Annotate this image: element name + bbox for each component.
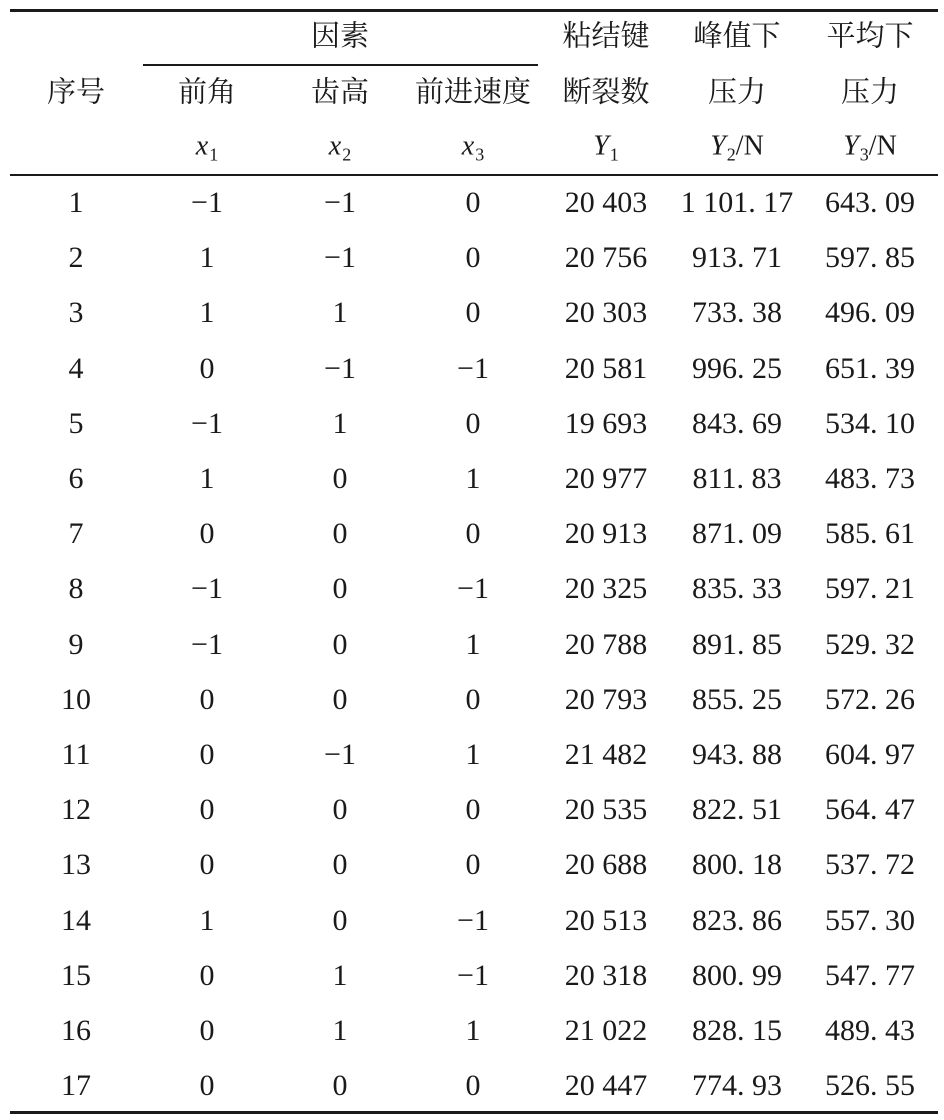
cell-x2: 1 <box>332 958 348 992</box>
header-response-line1: 粘结键 <box>562 18 650 53</box>
cell-x1: 0 <box>199 1069 215 1103</box>
bottom-rule <box>10 1111 938 1114</box>
cell-y2: 943. 88 <box>692 738 782 771</box>
cell-x1: 1 <box>199 903 215 937</box>
header-factor-symbol: $x_1$ <box>195 130 219 165</box>
cell-x3: 0 <box>465 296 481 330</box>
header-response-line2: 断裂数 <box>562 74 650 109</box>
cell-y2: 843. 69 <box>692 406 782 440</box>
cell-seq: 12 <box>61 793 91 827</box>
cell-x1: 1 <box>199 241 215 275</box>
cell-seq: 14 <box>61 903 91 937</box>
cell-seq: 11 <box>61 738 91 771</box>
cell-y1: 20 688 <box>564 848 648 882</box>
cell-seq: 13 <box>61 848 91 882</box>
cell-y1: 20 447 <box>564 1069 648 1103</box>
cell-y3: 534. 10 <box>825 406 915 440</box>
cell-x1: −1 <box>191 186 223 219</box>
cell-y2: 733. 38 <box>692 296 782 330</box>
cell-x2: 0 <box>332 793 348 827</box>
header-response-symbol: $Y_1$ <box>593 130 619 165</box>
header-factor-name: 齿高 <box>310 74 370 109</box>
cell-x1: 0 <box>199 682 215 716</box>
cell-y2: 913. 71 <box>692 241 782 275</box>
cell-x1: −1 <box>191 627 223 661</box>
cell-y3: 597. 21 <box>825 572 915 606</box>
cell-y2: 891. 85 <box>692 627 782 661</box>
cell-y3: 547. 77 <box>825 958 915 992</box>
cell-y1: 20 913 <box>564 517 648 551</box>
cell-x1: 0 <box>199 848 215 882</box>
cell-x3: 0 <box>465 1069 481 1103</box>
cell-x3: 0 <box>465 848 481 882</box>
cell-x3: 1 <box>465 462 481 495</box>
cell-x3: 0 <box>465 682 481 716</box>
cell-y3: 597. 85 <box>825 241 915 275</box>
cell-x3: −1 <box>457 351 489 385</box>
cell-y1: 21 482 <box>564 738 648 771</box>
cell-x1: 0 <box>199 738 215 771</box>
cell-seq: 8 <box>68 572 84 606</box>
cell-seq: 15 <box>61 958 91 992</box>
cell-y1: 20 793 <box>564 682 648 716</box>
cell-seq: 10 <box>61 682 91 716</box>
cell-x1: −1 <box>191 572 223 606</box>
header-response-symbol: $Y_3/N$ <box>843 130 897 165</box>
cell-y1: 19 693 <box>564 406 648 440</box>
header-response-symbol: $Y_2/N$ <box>710 130 764 165</box>
header-factor-name: 前进速度 <box>414 74 532 109</box>
cell-x1: 0 <box>199 1014 215 1047</box>
cell-x3: −1 <box>457 958 489 992</box>
cell-y3: 557. 30 <box>825 903 915 937</box>
cell-y3: 651. 39 <box>825 351 915 385</box>
cell-seq: 17 <box>61 1069 91 1103</box>
cell-y1: 20 303 <box>564 296 648 330</box>
cell-y1: 20 977 <box>564 462 648 495</box>
cell-y3: 572. 26 <box>825 682 915 716</box>
cell-y3: 529. 32 <box>825 627 915 661</box>
cell-x2: 1 <box>332 1014 348 1047</box>
cell-x3: 0 <box>465 517 481 551</box>
cell-y2: 800. 18 <box>692 848 782 882</box>
cell-x2: −1 <box>324 241 356 275</box>
cell-y2: 800. 99 <box>692 958 782 992</box>
cell-x2: 0 <box>332 627 348 661</box>
cell-seq: 16 <box>61 1014 91 1047</box>
factor-group-rule <box>143 64 538 66</box>
header-bottom-rule <box>10 174 938 176</box>
cell-y1: 20 756 <box>564 241 648 275</box>
cell-x2: 1 <box>332 296 348 330</box>
cell-x3: −1 <box>457 903 489 937</box>
cell-y3: 585. 61 <box>825 517 915 551</box>
header-seq: 序号 <box>46 74 106 109</box>
cell-y3: 489. 43 <box>825 1014 915 1047</box>
cell-x1: −1 <box>191 406 223 440</box>
cell-x2: 0 <box>332 903 348 937</box>
cell-x3: 1 <box>465 1014 481 1047</box>
cell-y3: 643. 09 <box>825 186 915 219</box>
cell-x1: 0 <box>199 351 215 385</box>
cell-y3: 496. 09 <box>825 296 915 330</box>
cell-seq: 5 <box>68 406 84 440</box>
cell-x1: 0 <box>199 958 215 992</box>
cell-y2: 823. 86 <box>692 903 782 937</box>
cell-y2: 774. 93 <box>692 1069 782 1103</box>
cell-x2: −1 <box>324 351 356 385</box>
cell-y2: 871. 09 <box>692 517 782 551</box>
cell-y1: 20 581 <box>564 351 648 385</box>
cell-y3: 537. 72 <box>825 848 915 882</box>
cell-seq: 9 <box>68 627 84 661</box>
cell-seq: 1 <box>68 186 84 219</box>
cell-y3: 526. 55 <box>825 1069 915 1103</box>
header-factor-symbol: $x_3$ <box>461 130 485 165</box>
header-response-line2: 压力 <box>840 74 900 109</box>
cell-y1: 20 325 <box>564 572 648 606</box>
cell-x2: −1 <box>324 186 356 219</box>
header-factor-group: 因素 <box>310 18 370 53</box>
cell-y1: 20 788 <box>564 627 648 661</box>
top-rule <box>10 9 938 12</box>
cell-x1: 0 <box>199 517 215 551</box>
header-response-line2: 压力 <box>707 74 767 109</box>
cell-y2: 822. 51 <box>692 793 782 827</box>
cell-x3: 0 <box>465 793 481 827</box>
header-factor-symbol: $x_2$ <box>328 130 352 165</box>
header-response-line1: 平均下 <box>826 18 914 53</box>
cell-seq: 4 <box>68 351 84 385</box>
cell-x2: 0 <box>332 572 348 606</box>
cell-y2: 828. 15 <box>692 1014 782 1047</box>
cell-x2: 0 <box>332 462 348 495</box>
cell-x3: 0 <box>465 186 481 219</box>
cell-y1: 20 318 <box>564 958 648 992</box>
cell-x2: 0 <box>332 682 348 716</box>
cell-x2: 1 <box>332 406 348 440</box>
cell-x3: 0 <box>465 241 481 275</box>
cell-y2: 1 101. 17 <box>680 186 794 219</box>
cell-x2: 0 <box>332 1069 348 1103</box>
header-response-line1: 峰值下 <box>693 18 781 53</box>
cell-y3: 564. 47 <box>825 793 915 827</box>
cell-x1: 1 <box>199 462 215 495</box>
cell-seq: 3 <box>68 296 84 330</box>
cell-x3: 1 <box>465 738 481 771</box>
cell-y2: 811. 83 <box>692 462 782 495</box>
cell-y1: 21 022 <box>564 1014 648 1047</box>
cell-x2: 0 <box>332 848 348 882</box>
cell-seq: 7 <box>68 517 84 551</box>
cell-x2: −1 <box>324 738 356 771</box>
cell-x2: 0 <box>332 517 348 551</box>
cell-x3: 1 <box>465 627 481 661</box>
cell-x3: −1 <box>457 572 489 606</box>
cell-y1: 20 403 <box>564 186 648 219</box>
header-factor-name: 前角 <box>177 74 237 109</box>
cell-seq: 2 <box>68 241 84 275</box>
cell-x1: 1 <box>199 296 215 330</box>
cell-y2: 835. 33 <box>692 572 782 606</box>
cell-y3: 483. 73 <box>825 462 915 495</box>
cell-y1: 20 513 <box>564 903 648 937</box>
cell-y1: 20 535 <box>564 793 648 827</box>
cell-y3: 604. 97 <box>825 738 915 771</box>
cell-x1: 0 <box>199 793 215 827</box>
cell-y2: 855. 25 <box>692 682 782 716</box>
cell-seq: 6 <box>68 462 84 495</box>
cell-x3: 0 <box>465 406 481 440</box>
cell-y2: 996. 25 <box>692 351 782 385</box>
